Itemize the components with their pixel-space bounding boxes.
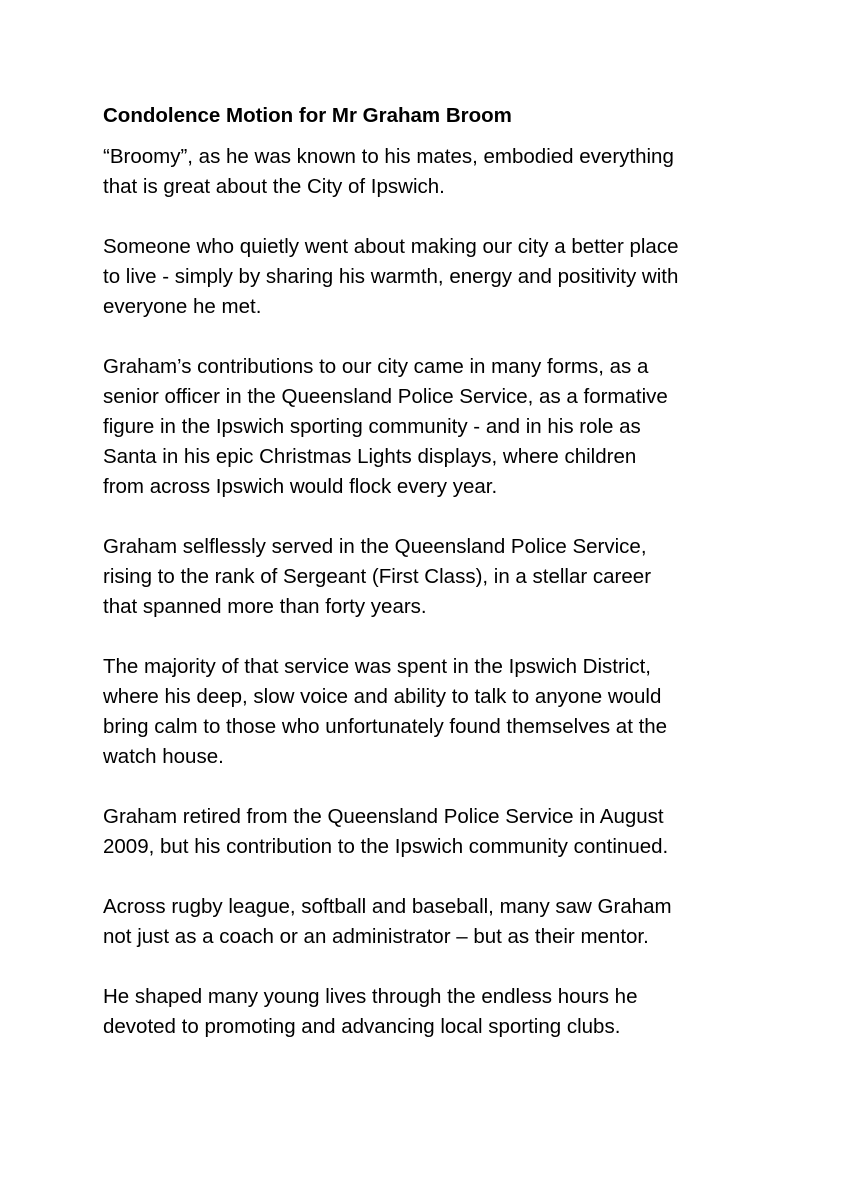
paragraph-line: Across rugby league, softball and baseball, many saw Graham xyxy=(103,895,672,918)
paragraph-line: The majority of that service was spent in the Ipswich District, xyxy=(103,655,652,678)
paragraph-2 xyxy=(103,232,763,322)
paragraph-5 xyxy=(103,652,763,772)
paragraph-line: to live - simply by sharing his warmth, energy and positivity with xyxy=(103,265,679,288)
paragraph-line: Santa in his epic Christmas Lights displays, where children xyxy=(103,445,637,468)
paragraph-line: from across Ipswich would flock every year. xyxy=(103,475,498,498)
paragraph-7 xyxy=(103,892,763,952)
paragraph-line: that spanned more than forty years. xyxy=(103,595,427,618)
paragraph-line: everyone he met. xyxy=(103,295,262,318)
paragraph-line: figure in the Ipswich sporting community - and in his role as xyxy=(103,415,641,438)
paragraph-1 xyxy=(103,142,763,202)
paragraph-line: senior officer in the Queensland Police Service, as a formative xyxy=(103,385,668,408)
paragraph-line: Someone who quietly went about making our city a better place xyxy=(103,235,679,258)
paragraph-line: not just as a coach or an administrator – but as their mentor. xyxy=(103,925,649,948)
paragraph-line: Graham retired from the Queensland Police Service in August xyxy=(103,805,664,828)
paragraph-line: watch house. xyxy=(103,745,224,768)
paragraph-line: devoted to promoting and advancing local sporting clubs. xyxy=(103,1015,621,1038)
paragraph-line: that is great about the City of Ipswich. xyxy=(103,175,445,198)
paragraph-line: Graham’s contributions to our city came in many forms, as a xyxy=(103,355,649,378)
paragraph-3 xyxy=(103,352,763,502)
paragraph-line: 2009, but his contribution to the Ipswich community continued. xyxy=(103,835,669,858)
paragraph-6 xyxy=(103,802,763,862)
paragraph-line: where his deep, slow voice and ability to talk to anyone would xyxy=(103,685,662,708)
paragraph-8 xyxy=(103,982,763,1042)
paragraph-line: “Broomy”, as he was known to his mates, embodied everything xyxy=(103,145,674,168)
paragraph-line: bring calm to those who unfortunately found themselves at the xyxy=(103,715,668,738)
paragraph-line: Graham selflessly served in the Queensland Police Service, xyxy=(103,535,647,558)
paragraph-4 xyxy=(103,532,763,622)
paragraph-line: rising to the rank of Sergeant (First Class), in a stellar career xyxy=(103,565,652,588)
paragraph-line: He shaped many young lives through the endless hours he xyxy=(103,985,638,1008)
document-page xyxy=(103,101,763,1072)
document-title: Condolence Motion for Mr Graham Broom xyxy=(103,104,512,127)
